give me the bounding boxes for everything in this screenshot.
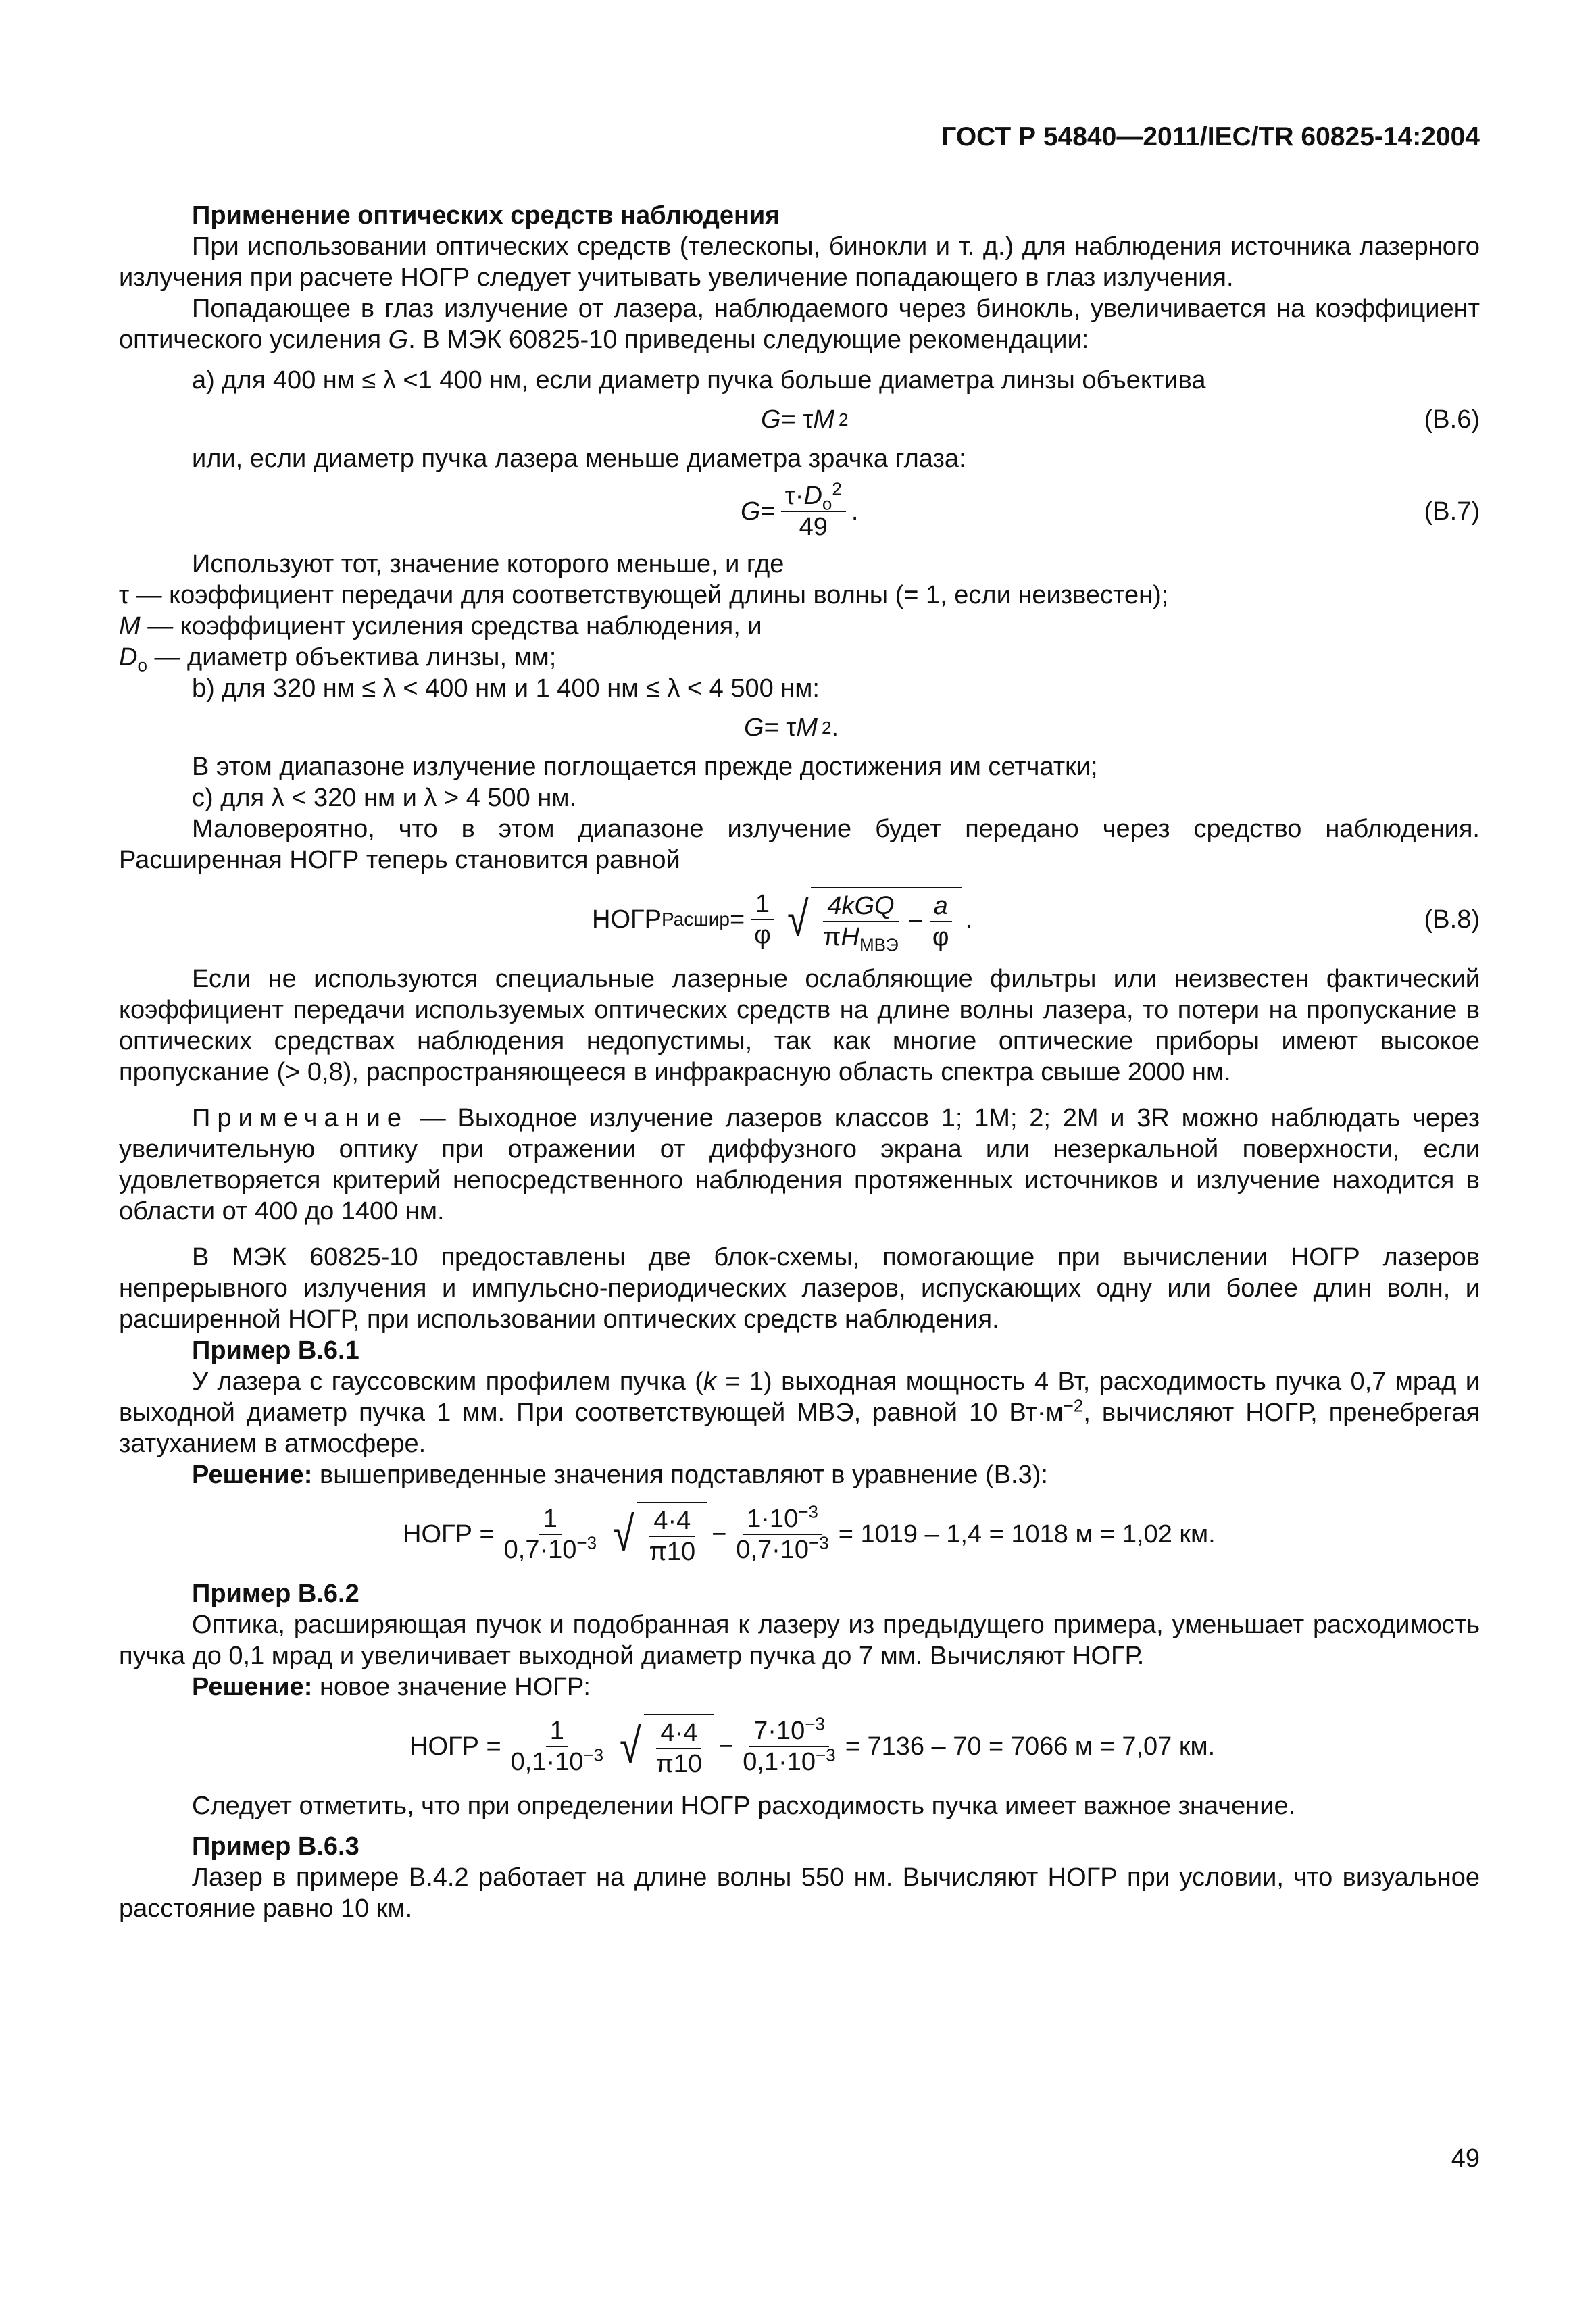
example-title: Пример В.6.3 — [192, 1832, 359, 1861]
list-item-c: c) для λ < 320 нм и λ > 4 500 нм. — [192, 784, 577, 812]
paragraph: Оптика, расширяющая пучок и подобранная к лазеру из предыдущего примера, уменьшает расходимость пучка до 0,1 мрад и увеличивает выходной диаметр пучка до 7 мм. Вычисляют НОГР. — [119, 1611, 1480, 1670]
list-item-a: a) для 400 нм ≤ λ <1 400 нм, если диаметр пучка больше диаметра линзы объектива — [192, 366, 1206, 395]
paragraph: Следует отметить, что при определении НОГР расходимость пучка имеет важное значение. — [192, 1792, 1296, 1820]
solution: Решение: новое значение НОГР: — [192, 1673, 591, 1701]
fraction: $\frac{\tau\cdot D_o^2}{49}$ — [781, 482, 846, 540]
fraction: $\frac{1}{0,7\cdot 10^{-3}}$ — [503, 1505, 597, 1564]
paragraph: У лазера с гауссовским профилем пучка (k = 1) выходная мощность 4 Вт, расходимость пучка 0,7 мрад и выходной диаметр пучка 1 мм. При соответствующей МВЭ, равной 10 $Вт\cdot м^{-2}$, вычисляют НОГР, пренебрегая затуханием в атмосфере. — [119, 1367, 1480, 1458]
paragraph: В МЭК 60825-10 предоставлены две блок-схемы, помогающие при вычислении НОГР лазеров непрерывного излучения и импульсно-периодических лазеров, испускающих одну или более длин волн, и расширенной НОГР, при использовании оптических средств наблюдения. — [119, 1243, 1480, 1334]
fraction: $\frac{7\cdot 10^{-3}}{0,1\cdot 10^{-3}}$ — [743, 1713, 836, 1776]
fraction: $\frac{4\cdot 4}{\pi 10}$ — [649, 1507, 696, 1566]
equation-number: (B.8) — [1424, 905, 1480, 934]
fraction: $\frac{1}{0,1\cdot 10^{-3}}$ — [510, 1717, 604, 1776]
formula-b6: G = τ M 2 (B.6) — [119, 396, 1480, 443]
paragraph: В этом диапазоне излучение поглощается прежде достижения им сетчатки; — [192, 753, 1098, 781]
definition-m: M — коэффициент усиления средства наблюдения, и — [119, 612, 762, 640]
fraction: $\frac{\text{4kGQ}}{\pi H_{МВЭ}}$ — [823, 892, 899, 955]
paragraph: Используют тот, значение которого меньше, и где — [192, 550, 784, 578]
definition-tau: τ — коэффициент передачи для соответствующей длины волны (= 1, если неизвестен); — [119, 581, 1169, 609]
formula-b7: G = $\frac{\tau\cdot D_o^2}{49}$ . (B.7) — [119, 474, 1480, 549]
square-root: √ $\frac{4\cdot 4}{\pi 10}$ — [617, 1714, 714, 1779]
paragraph: Если не используются специальные лазерные ослабляющие фильтры или неизвестен фактический коэффициент передачи используемых оптических средств на длине волны лазера, то потери на пропускание в оптических средствах наблюдения недопустимы, так как многие оптические приборы имеют высокое пропускание (> 0,8), распространяющееся в инфракрасную область спектра свыше 2000 нм. — [119, 965, 1480, 1086]
equation-number: (B.7) — [1424, 497, 1480, 526]
example-title: Пример В.6.1 — [192, 1336, 359, 1365]
list-item-b: b) для 320 нм ≤ λ < 400 нм и 1 400 нм ≤ λ < 4 500 нм: — [192, 674, 820, 703]
section-title: Применение оптических средств наблюдения — [192, 201, 780, 230]
paragraph: При использовании оптических средств (телескопы, бинокли и т. д.) для наблюдения источника лазерного излучения при расчете НОГР следует учитывать увеличение попадающего в глаз излучения. — [119, 232, 1480, 292]
paragraph: Лазер в примере В.4.2 работает на длине волны 550 нм. Вычисляют НОГР при условии, что визуальное расстояние равно 10 км. — [119, 1863, 1480, 1923]
paragraph: Маловероятно, что в этом диапазоне излучение будет передано через средство наблюдения. Расширенная НОГР теперь становится равной — [119, 815, 1480, 874]
fraction: $\frac{1}{\varphi}$ — [750, 890, 775, 949]
square-root: √ $\frac{4\cdot 4}{\pi 10}$ — [610, 1502, 707, 1567]
example-title: Пример В.6.2 — [192, 1580, 359, 1608]
definition-d: $D_o$ — диаметр объектива линзы, мм; — [119, 643, 557, 676]
formula-b-range: G = τ M 2 . — [744, 713, 839, 742]
paragraph: Попадающее в глаз излучение от лазера, наблюдаемого через бинокль, увеличивается на коэффициент оптического усиления G. В МЭК 60825-10 приведены следующие рекомендации: — [119, 295, 1480, 354]
formula-b8: НОГР Расшир = $\frac{1}{\varphi}$ √ $\frac{\text{4kGQ}}{\pi H_{МВЭ}}$ − $\frac{a}{\varphi}$ . (B.8) — [119, 876, 1480, 963]
paragraph: или, если диаметр пучка лазера меньше диаметра зрачка глаза: — [192, 445, 966, 473]
document-header: ГОСТ Р 54840—2011/IEC/TR 60825-14:2004 — [941, 122, 1480, 151]
fraction: $\frac{a}{\varphi}$ — [928, 892, 953, 951]
square-root: √ $\frac{\text{4kGQ}}{\pi H_{МВЭ}}$ − $\frac{a}{\varphi}$ — [784, 887, 962, 952]
fraction: $\frac{1\cdot 10^{-3}}{0,7\cdot 10^{-3}}$ — [736, 1501, 829, 1564]
equation-number: (B.6) — [1424, 405, 1480, 434]
document-body — [119, 200, 1480, 1924]
solution: Решение: вышеприведенные значения подставляют в уравнение (В.3): — [192, 1461, 1048, 1489]
fraction: $\frac{4\cdot 4}{\pi 10}$ — [655, 1719, 703, 1778]
formula-example-1: НОГР = $\frac{1}{0,7\cdot 10^{-3}}$ √ $\frac{4\cdot 4}{\pi 10}$ − $\frac{1\cdot 10^{-3}}{0,7\cdot 10^{-3}}$ = 1019 – 1,4 = 1018 м = 1,02 км. — [403, 1501, 1216, 1566]
page-number: 49 — [1451, 2144, 1480, 2173]
note: Примечание — Выходное излучение лазеров классов 1; 1М; 2; 2М и 3R можно наблюдать через увеличительную оптику при отражении от диффузного экрана или незеркальной поверхности, если удовлетворяется критерий непосредственного наблюдения протяженных источников и излучение находится в области от 400 до 1400 нм. — [119, 1104, 1480, 1226]
formula-example-2: НОГР = $\frac{1}{0,1\cdot 10^{-3}}$ √ $\frac{4\cdot 4}{\pi 10}$ − $\frac{7\cdot 10^{-3}}{0,1\cdot 10^{-3}}$ = 7136 – 70 = 7066 м = 7,07 км. — [409, 1713, 1216, 1778]
